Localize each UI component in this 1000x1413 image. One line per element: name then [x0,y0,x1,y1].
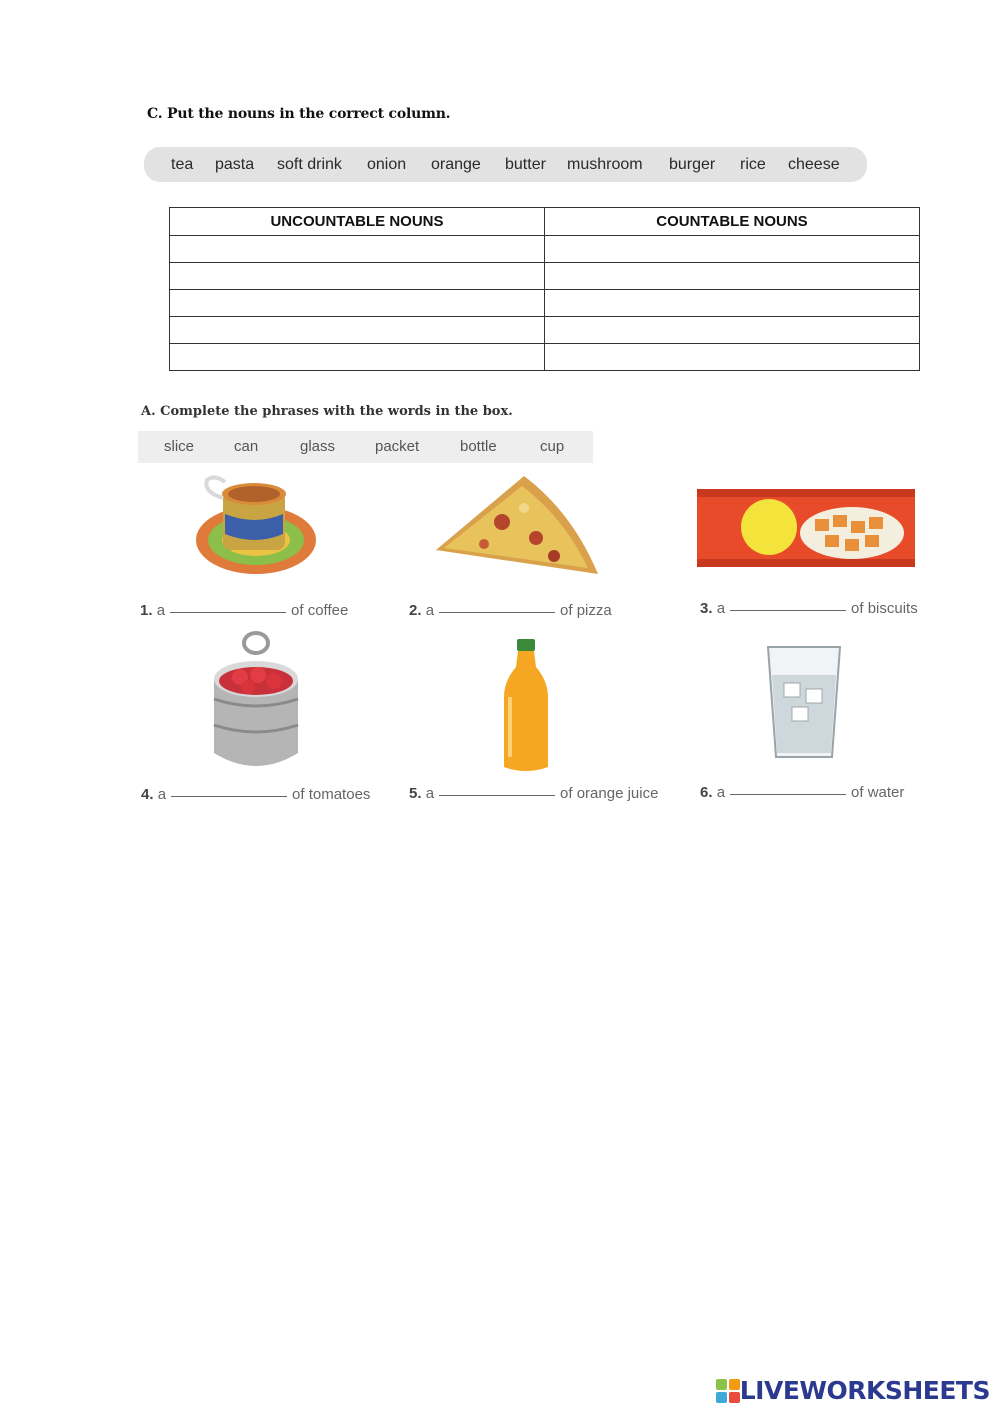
phrase-number: 3. [700,600,713,617]
answer-blank[interactable] [439,611,555,613]
phrase-number: 2. [409,602,422,619]
answer-cell[interactable] [170,263,545,290]
answer-blank[interactable] [730,793,846,795]
word-chip: burger [669,156,716,173]
answer-cell[interactable] [545,344,920,371]
answer-cell[interactable] [545,290,920,317]
phrase-number: 5. [409,785,422,802]
phrase-1 [140,602,348,619]
word-chip: onion [367,156,407,173]
unit-word: bottle [460,438,497,455]
phrase-article: a [716,784,726,801]
unit-word: cup [540,438,565,455]
phrase-article: a [425,785,435,802]
phrase-2 [409,602,612,619]
answer-blank[interactable] [170,611,286,613]
biscuit-packet-icon [697,489,915,567]
word-chip: soft drink [277,156,342,173]
section-c-title: C. Put the nouns in the correct column. [147,106,451,122]
unit-word: glass [300,438,336,455]
word-chip: rice [740,156,766,173]
pizza-slice-icon [432,472,600,578]
logo-text: LIVEWORKSHEETS [739,1376,990,1405]
phrase-number: 6. [700,784,713,801]
unit-word: can [234,438,259,455]
noun-table [169,207,920,371]
word-chip: butter [505,156,546,173]
answer-blank[interactable] [439,794,555,796]
phrase-text: of coffee [291,602,349,619]
phrase-text: of orange juice [560,785,659,802]
liveworksheets-logo-icon [716,1379,740,1403]
phrase-article: a [716,600,726,617]
juice-bottle-icon [502,637,550,773]
tomato-can-icon [208,629,304,771]
answer-cell[interactable] [170,344,545,371]
word-chip: mushroom [567,156,643,173]
countable-header: COUNTABLE NOUNS [545,208,920,236]
answer-cell[interactable] [545,236,920,263]
phrase-6 [700,784,904,801]
phrase-article: a [425,602,435,619]
phrase-4 [141,786,370,803]
unit-word-box [138,431,593,463]
noun-word-box [144,147,867,182]
unit-word: packet [375,438,420,455]
phrase-number: 4. [141,786,154,803]
phrase-number: 1. [140,602,153,619]
water-glass-icon [766,645,842,761]
phrase-5 [409,785,658,802]
uncountable-header: UNCOUNTABLE NOUNS [170,208,545,236]
answer-cell[interactable] [545,263,920,290]
phrase-3 [700,600,918,617]
phrase-article: a [156,602,166,619]
phrase-text: of water [851,784,905,801]
phrase-text: of pizza [560,602,612,619]
phrase-article: a [157,786,167,803]
unit-word: slice [164,438,195,455]
word-chip: orange [431,156,481,173]
answer-blank[interactable] [171,795,287,797]
coffee-cup-icon [193,474,319,578]
answer-cell[interactable] [170,290,545,317]
answer-blank[interactable] [730,609,846,611]
word-chip: pasta [215,156,255,173]
word-chip: cheese [788,156,840,173]
word-chip: tea [171,156,194,173]
phrase-text: of biscuits [851,600,918,617]
answer-cell[interactable] [545,317,920,344]
section-a-title: A. Complete the phrases with the words in the box. [141,404,513,419]
liveworksheets-logo[interactable] [716,1376,990,1405]
answer-cell[interactable] [170,236,545,263]
phrase-text: of tomatoes [292,786,371,803]
answer-cell[interactable] [170,317,545,344]
